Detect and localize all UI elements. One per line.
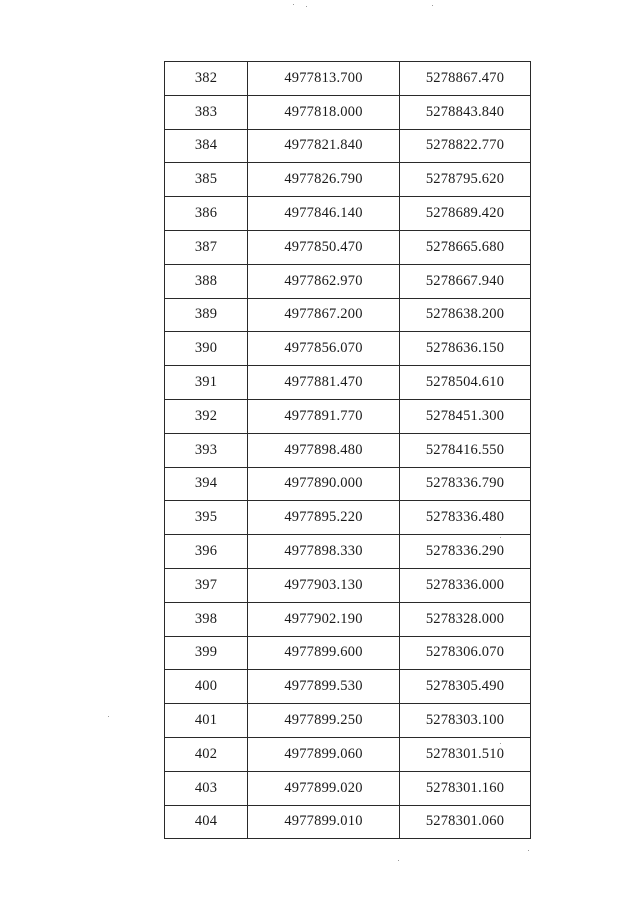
y-coordinate-cell: 5278638.200 [400,298,531,332]
coordinate-table-body [165,62,531,839]
x-coordinate-cell: 4977895.220 [248,501,400,535]
y-coordinate-cell: 5278822.770 [400,129,531,163]
table-row [165,332,531,366]
table-row [165,568,531,602]
x-coordinate-cell: 4977826.790 [248,163,400,197]
table-row [165,467,531,501]
point-number-cell: 384 [165,129,248,163]
scan-speck [108,716,109,717]
y-coordinate-cell: 5278303.100 [400,704,531,738]
x-coordinate-cell: 4977899.600 [248,636,400,670]
point-number-cell: 385 [165,163,248,197]
table-row [165,501,531,535]
y-coordinate-cell: 5278867.470 [400,62,531,96]
table-row [165,399,531,433]
table-row [165,95,531,129]
y-coordinate-cell: 5278665.680 [400,230,531,264]
x-coordinate-cell: 4977902.190 [248,602,400,636]
point-number-cell: 389 [165,298,248,332]
table-row [165,264,531,298]
x-coordinate-cell: 4977899.060 [248,737,400,771]
y-coordinate-cell: 5278301.160 [400,771,531,805]
y-coordinate-cell: 5278416.550 [400,433,531,467]
y-coordinate-cell: 5278328.000 [400,602,531,636]
scan-speck [398,860,399,861]
x-coordinate-cell: 4977899.250 [248,704,400,738]
y-coordinate-cell: 5278336.000 [400,568,531,602]
point-number-cell: 401 [165,704,248,738]
table-row [165,163,531,197]
point-number-cell: 390 [165,332,248,366]
point-number-cell: 388 [165,264,248,298]
table-row [165,670,531,704]
point-number-cell: 391 [165,366,248,400]
y-coordinate-cell: 5278336.480 [400,501,531,535]
point-number-cell: 399 [165,636,248,670]
x-coordinate-cell: 4977846.140 [248,197,400,231]
table-row [165,602,531,636]
point-number-cell: 400 [165,670,248,704]
y-coordinate-cell: 5278305.490 [400,670,531,704]
x-coordinate-cell: 4977903.130 [248,568,400,602]
coordinate-table [164,61,531,839]
scan-speck [306,6,307,7]
scan-speck [432,5,433,6]
scan-speck [500,743,501,744]
y-coordinate-cell: 5278301.060 [400,805,531,839]
point-number-cell: 403 [165,771,248,805]
x-coordinate-cell: 4977899.010 [248,805,400,839]
point-number-cell: 393 [165,433,248,467]
point-number-cell: 392 [165,399,248,433]
x-coordinate-cell: 4977862.970 [248,264,400,298]
x-coordinate-cell: 4977899.020 [248,771,400,805]
x-coordinate-cell: 4977856.070 [248,332,400,366]
point-number-cell: 383 [165,95,248,129]
scan-speck [293,4,294,5]
y-coordinate-cell: 5278336.790 [400,467,531,501]
y-coordinate-cell: 5278689.420 [400,197,531,231]
point-number-cell: 398 [165,602,248,636]
point-number-cell: 394 [165,467,248,501]
table-row [165,636,531,670]
point-number-cell: 386 [165,197,248,231]
table-row [165,433,531,467]
point-number-cell: 396 [165,535,248,569]
x-coordinate-cell: 4977867.200 [248,298,400,332]
y-coordinate-cell: 5278336.290 [400,535,531,569]
y-coordinate-cell: 5278636.150 [400,332,531,366]
table-row [165,230,531,264]
y-coordinate-cell: 5278451.300 [400,399,531,433]
x-coordinate-cell: 4977898.480 [248,433,400,467]
table-row [165,737,531,771]
point-number-cell: 402 [165,737,248,771]
x-coordinate-cell: 4977850.470 [248,230,400,264]
x-coordinate-cell: 4977898.330 [248,535,400,569]
table-row [165,366,531,400]
point-number-cell: 397 [165,568,248,602]
x-coordinate-cell: 4977821.840 [248,129,400,163]
x-coordinate-cell: 4977899.530 [248,670,400,704]
y-coordinate-cell: 5278843.840 [400,95,531,129]
x-coordinate-cell: 4977818.000 [248,95,400,129]
x-coordinate-cell: 4977890.000 [248,467,400,501]
table-row [165,129,531,163]
table-row [165,704,531,738]
table-row [165,298,531,332]
x-coordinate-cell: 4977891.770 [248,399,400,433]
scan-speck [500,537,501,538]
table-row [165,62,531,96]
point-number-cell: 387 [165,230,248,264]
point-number-cell: 404 [165,805,248,839]
y-coordinate-cell: 5278667.940 [400,264,531,298]
x-coordinate-cell: 4977881.470 [248,366,400,400]
y-coordinate-cell: 5278795.620 [400,163,531,197]
y-coordinate-cell: 5278301.510 [400,737,531,771]
table-row [165,805,531,839]
table-row [165,197,531,231]
point-number-cell: 395 [165,501,248,535]
point-number-cell: 382 [165,62,248,96]
table-row [165,771,531,805]
x-coordinate-cell: 4977813.700 [248,62,400,96]
y-coordinate-cell: 5278306.070 [400,636,531,670]
scan-speck [528,850,529,851]
y-coordinate-cell: 5278504.610 [400,366,531,400]
table-row [165,535,531,569]
